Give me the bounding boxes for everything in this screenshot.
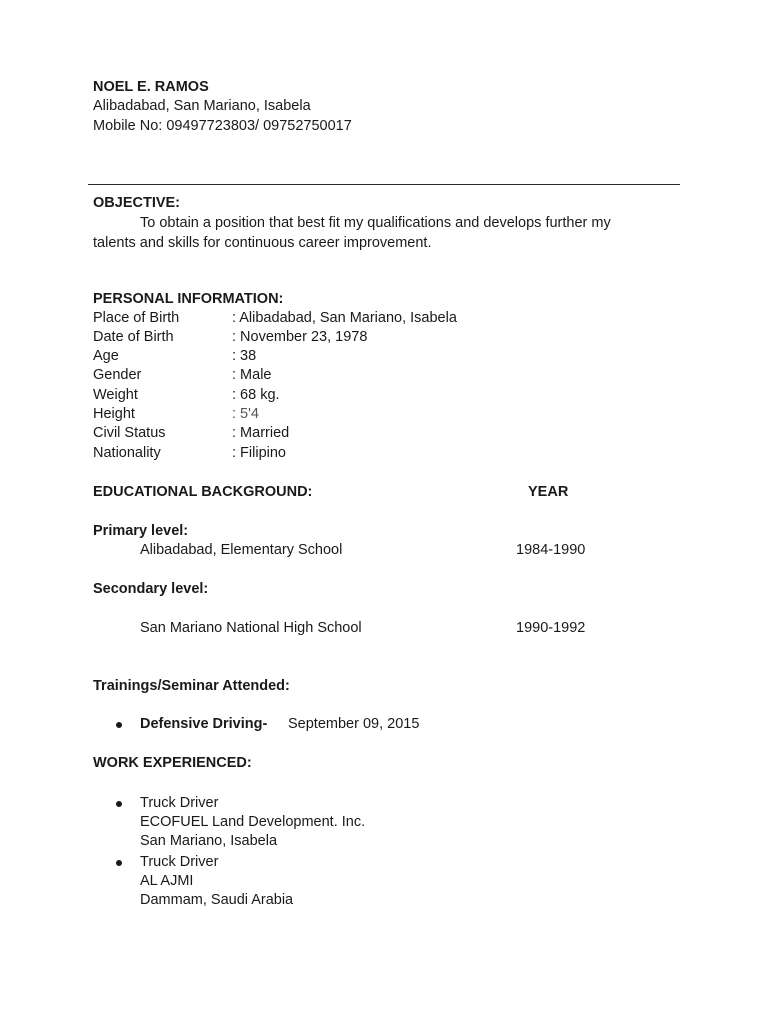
gender-value: : Male xyxy=(232,367,272,383)
height-value: : 5'4 xyxy=(232,406,259,422)
personal-info-row xyxy=(93,367,513,387)
applicant-address: Alibadabad, San Mariano, Isabela xyxy=(93,98,311,114)
work-position: Truck Driver xyxy=(140,795,219,811)
work-location: Dammam, Saudi Arabia xyxy=(140,892,294,908)
work-company: AL AJMI xyxy=(140,873,194,889)
work-location: San Mariano, Isabela xyxy=(140,833,278,849)
education-heading: EDUCATIONAL BACKGROUND: xyxy=(93,484,313,500)
personal-info-row xyxy=(93,387,513,407)
weight-label: Weight xyxy=(93,387,138,403)
secondary-years: 1990-1992 xyxy=(516,620,586,636)
personal-info-row xyxy=(93,406,513,426)
personal-info-row xyxy=(93,425,513,445)
primary-school: Alibadabad, Elementary School xyxy=(140,542,343,558)
date-of-birth-value: : November 23, 1978 xyxy=(232,329,368,345)
civil-status-label: Civil Status xyxy=(93,425,166,441)
secondary-school: San Mariano National High School xyxy=(140,620,362,636)
objective-heading: OBJECTIVE: xyxy=(93,195,181,211)
place-of-birth-value: : Alibadabad, San Mariano, Isabela xyxy=(232,310,457,326)
personal-info-heading: PERSONAL INFORMATION: xyxy=(93,291,284,307)
applicant-name: NOEL E. RAMOS xyxy=(93,79,209,95)
height-label: Height xyxy=(93,406,135,422)
personal-info-row xyxy=(93,310,513,330)
weight-value: : 68 kg. xyxy=(232,387,280,403)
personal-info-row xyxy=(93,329,513,349)
personal-info-row xyxy=(93,445,513,465)
training-date: September 09, 2015 xyxy=(288,716,420,732)
trainings-heading: Trainings/Seminar Attended: xyxy=(93,678,290,694)
bullet-icon xyxy=(116,722,122,728)
place-of-birth-label: Place of Birth xyxy=(93,310,180,326)
nationality-label: Nationality xyxy=(93,445,161,461)
objective-line-2: talents and skills for continuous career improvement. xyxy=(93,235,432,251)
nationality-value: : Filipino xyxy=(232,445,286,461)
applicant-mobile: Mobile No: 09497723803/ 09752750017 xyxy=(93,118,352,134)
work-heading: WORK EXPERIENCED: xyxy=(93,755,252,771)
secondary-level-label: Secondary level: xyxy=(93,581,209,597)
objective-text xyxy=(93,213,663,253)
civil-status-value: : Married xyxy=(232,425,290,441)
bullet-icon xyxy=(116,801,122,807)
work-company: ECOFUEL Land Development. Inc. xyxy=(140,814,366,830)
objective-line-1: To obtain a position that best fit my qualifications and develops further my xyxy=(140,215,611,231)
date-of-birth-label: Date of Birth xyxy=(93,329,174,345)
training-title: Defensive Driving- xyxy=(140,716,268,732)
header-divider xyxy=(88,184,680,185)
primary-level-label: Primary level: xyxy=(93,523,189,539)
personal-info-row xyxy=(93,348,513,368)
primary-years: 1984-1990 xyxy=(516,542,586,558)
education-year-heading: YEAR xyxy=(528,484,569,500)
work-position: Truck Driver xyxy=(140,854,219,870)
age-label: Age xyxy=(93,348,119,364)
gender-label: Gender xyxy=(93,367,142,383)
bullet-icon xyxy=(116,860,122,866)
age-value: : 38 xyxy=(232,348,257,364)
